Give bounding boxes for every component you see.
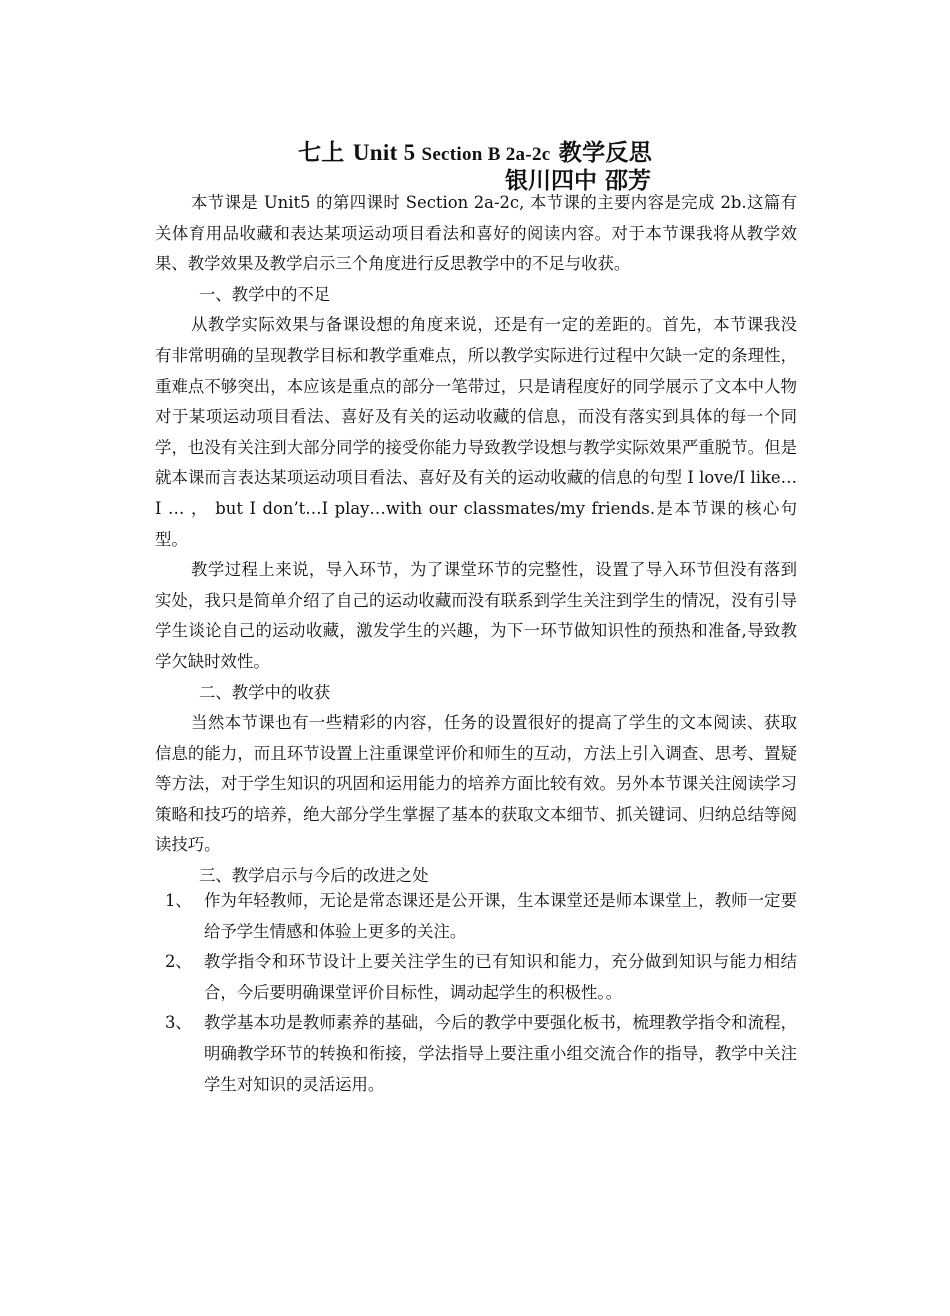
section-heading-2: 二、教学中的收获: [199, 682, 331, 702]
list-item: [165, 947, 797, 1008]
list-item-text: 教学基本功是教师素养的基础，今后的教学中要强化板书，梳理教学指令和流程，明确教学环节的转换和衔接，学法指导上要注重小组交流合作的指导，教学中关注学生对知识的灵活运用。: [204, 1013, 797, 1094]
section1-paragraph-1: 从教学实际效果与备课设想的角度来说，还是有一定的差距的。首先，本节课我没有非常明确的呈现教学目标和教学重难点，所以教学实际进行过程中欠缺一定的条理性，重难点不够突出，本应该是重点的部分一笔带过，只是请程度好的同学展示了文本中人物对于某项运动项目看法、喜好及有关的运动收藏的信息，而没有落实到具体的每一个同学，也没有关注到大部分同学的接受你能力导致教学设想与教学实际效果严重脱节。但是就本课而言表达某项运动项目看法、喜好及有关的运动收藏的信息的句型 I love/I like… I … ， but I don’t…I play…with our classmates/my friends.是本节课的核心句型。: [155, 315, 797, 549]
list-item-text: 教学指令和环节设计上要关注学生的已有知识和能力，充分做到知识与能力相结合，今后要明确课堂评价目标性，调动起学生的积极性。。: [204, 952, 797, 1002]
section1-paragraph-2: 教学过程上来说，导入环节，为了课堂环节的完整性，设置了导入环节但没有落到实处，我只是简单介绍了自己的运动收藏而没有联系到学生关注到学生的情况，没有引导学生谈论自己的运动收藏，激发学生的兴趣，为下一环节做知识性的预热和准备,导致教学欠缺时效性。: [155, 560, 797, 671]
title-grade: 七上: [297, 140, 353, 166]
document-body: [155, 188, 797, 892]
title-section: Section B 2a-2c: [421, 144, 551, 165]
document-title: [0, 134, 950, 167]
improvement-list: [165, 886, 797, 1100]
document-author: 银川四中 邵芳: [505, 168, 652, 194]
section-heading-1: 一、教学中的不足: [199, 284, 331, 304]
title-topic: 教学反思: [550, 140, 653, 166]
list-item-number: 3、: [165, 1013, 192, 1033]
list-item: [165, 1008, 797, 1100]
list-item-number: 2、: [165, 952, 192, 972]
intro-paragraph: 本节课是 Unit5 的第四课时 Section 2a-2c, 本节课的主要内容是完成 2b.这篇有关体育用品收藏和表达某项运动项目看法和喜好的阅读内容。对于本节课我将从教学效果、教学效果及教学启示三个角度进行反思教学中的不足与收获。: [155, 193, 797, 274]
list-item-text: 作为年轻教师，无论是常态课还是公开课，生本课堂还是师本课堂上，教师一定要给予学生情感和体验上更多的关注。: [204, 891, 797, 941]
list-item-number: 1、: [165, 891, 192, 910]
section2-paragraph-1: 当然本节课也有一些精彩的内容，任务的设置很好的提高了学生的文本阅读、获取信息的能力，而且环节设置上注重课堂评价和师生的互动，方法上引入调查、思考、置疑等方法，对于学生知识的巩固和运用能力的培养方面比较有效。另外本节课关注阅读学习策略和技巧的培养，绝大部分学生掌握了基本的获取文本细节、抓关键词、归纳总结等阅读技巧。: [155, 713, 797, 855]
section-heading-3: 三、教学启示与今后的改进之处: [199, 866, 429, 886]
title-unit: Unit 5: [352, 140, 422, 165]
list-item: [165, 886, 797, 947]
